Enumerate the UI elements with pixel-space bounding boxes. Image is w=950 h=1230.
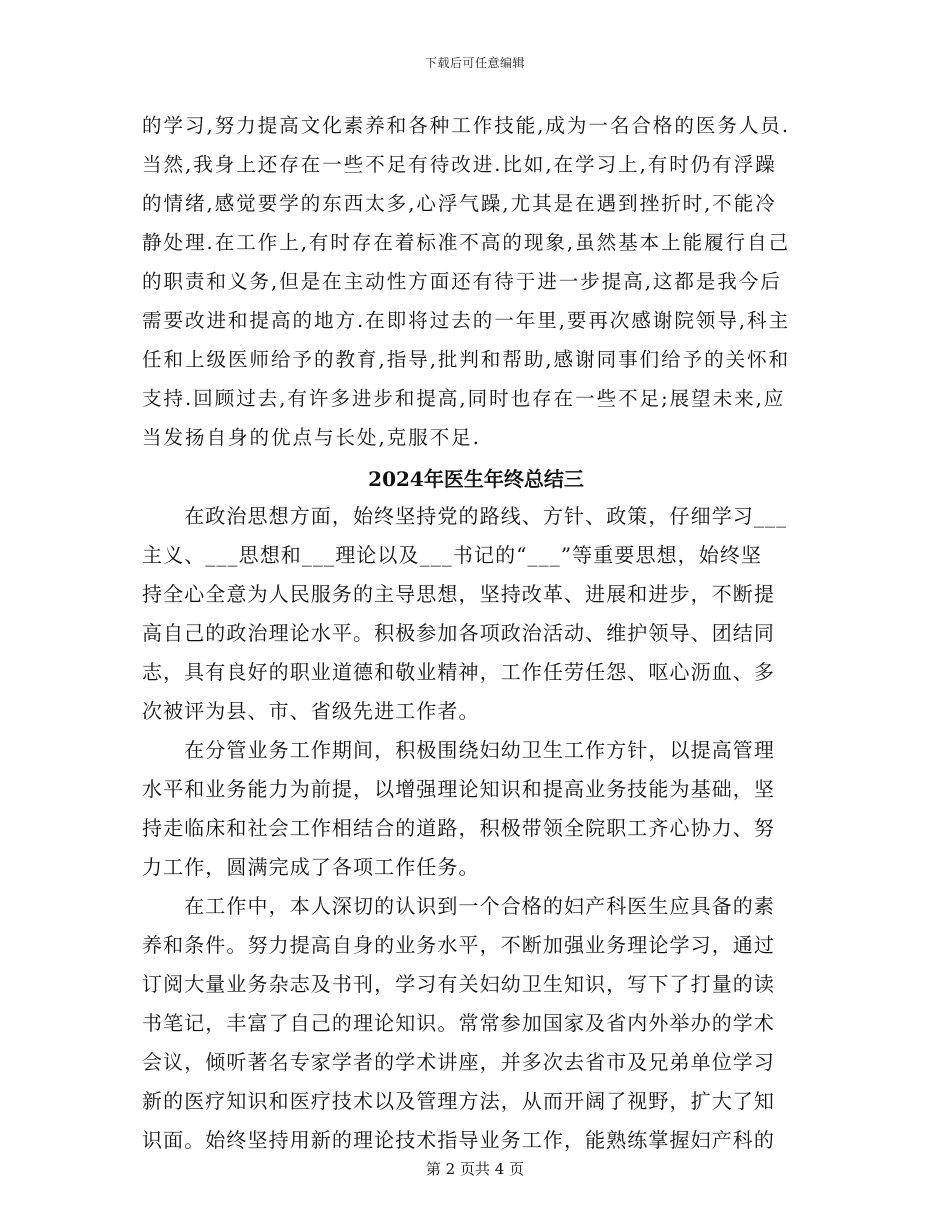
text-line: 会议，倾听著名专家学者的学术讲座，并多次去省市及兄弟单位学习 — [142, 1050, 775, 1074]
text-line: 志，具有良好的职业道德和敬业精神，工作任劳任怨、呕心沥血、多 — [142, 660, 775, 684]
text-line: 在工作中，本人深切的认识到一个合格的妇产科医生应具备的素 — [142, 894, 775, 918]
text-line: 静处理.在工作上,有时存在着标准不高的现象,虽然基本上能履行自己 — [142, 231, 791, 254]
text-line: 水平和业务能力为前提，以增强理论知识和提高业务技能为基础，坚 — [142, 777, 775, 801]
page-number: 第 2 页共 4 页 — [425, 1160, 525, 1178]
text-line: 持走临床和社会工作相结合的道路，积极带领全院职工齐心协力、努 — [142, 816, 775, 840]
text-line: 当然,我身上还存在一些不足有待改进.比如,在学习上,有时仍有浮躁 — [142, 153, 777, 176]
text-line: 的学习,努力提高文化素养和各种工作技能,成为一名合格的医务人员. — [142, 114, 791, 137]
text-line: 养和条件。努力提高自身的业务水平，不断加强业务理论学习，通过 — [142, 933, 775, 957]
text-line: 力工作，圆满完成了各项工作任务。 — [142, 855, 480, 879]
text-line: 任和上级医师给予的教育,指导,批判和帮助,感谢同事们给予的关怀和 — [142, 348, 791, 371]
text-line: 在分管业务工作期间，积极围绕妇幼卫生工作方针，以提高管理 — [142, 738, 775, 762]
section-body — [142, 497, 810, 1160]
text-line: 的职责和义务,但是在主动性方面还有待于进一步提高,这都是我今后 — [142, 270, 782, 293]
document-body — [142, 106, 810, 1160]
continued-paragraph — [142, 106, 810, 457]
text-line: 的情绪,感觉要学的东西太多,心浮气躁,尤其是在遇到挫折时,不能冷 — [142, 192, 777, 215]
text-line: 订阅大量业务杂志及书刊，学习有关妇幼卫生知识，写下了打量的读 — [142, 972, 775, 996]
text-line: 次被评为县、市、省级先进工作者。 — [142, 699, 480, 723]
text-line: 持全心全意为人民服务的主导思想，坚持改革、进展和进步，不断提 — [142, 582, 775, 606]
text-line: 在政治思想方面，始终坚持党的路线、方针、政策，仔细学习___ — [142, 504, 788, 528]
text-line: 新的医疗知识和医疗技术以及管理方法，从而开阔了视野，扩大了知 — [142, 1089, 775, 1113]
text-line: 书笔记，丰富了自己的理论知识。常常参加国家及省内外举办的学术 — [142, 1011, 775, 1035]
text-line: 当发扬自身的优点与长处,克服不足. — [142, 426, 481, 449]
page-header-note: 下载后可任意编辑 — [424, 56, 525, 70]
text-line: 高自己的政治理论水平。积极参加各项政治活动、维护领导、团结同 — [142, 621, 775, 645]
text-line: 支持.回顾过去,有许多进步和提高,同时也存在一些不足;展望未来,应 — [142, 387, 786, 410]
text-line: 需要改进和提高的地方.在即将过去的一年里,要再次感谢院领导,科主 — [142, 309, 791, 332]
section-title: 2024年医生年终总结三 — [368, 467, 584, 491]
text-line: 主义、___思想和___理论以及___书记的“___”等重要思想，始终坚 — [142, 543, 763, 567]
text-line: 识面。始终坚持用新的理论技术指导业务工作，能熟练掌握妇产科的 — [142, 1128, 775, 1152]
